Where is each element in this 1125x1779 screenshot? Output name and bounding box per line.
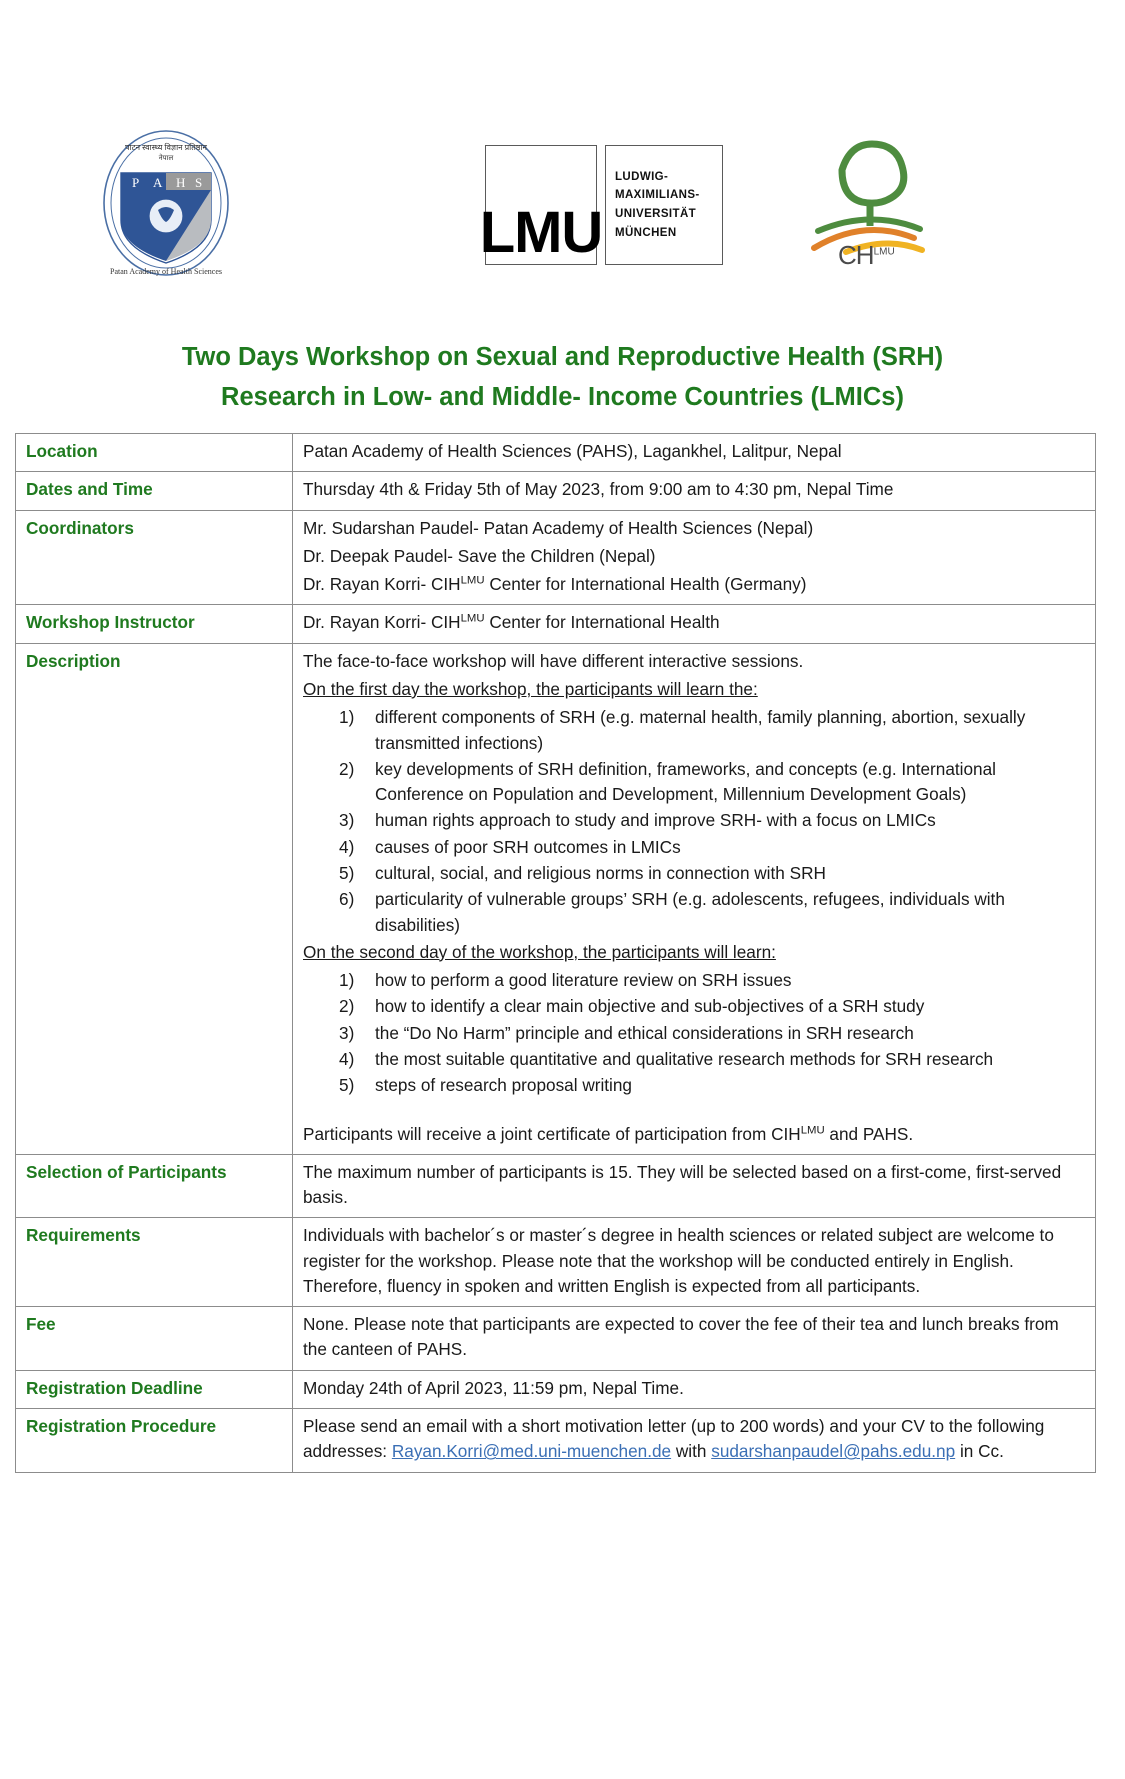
table-row-procedure bbox=[16, 1409, 1096, 1473]
procedure-post: in Cc. bbox=[955, 1441, 1004, 1462]
label-fee: Fee bbox=[16, 1307, 293, 1371]
lmu-mark-box bbox=[479, 145, 603, 265]
table-row-instructor bbox=[16, 605, 1096, 643]
value-selection: The maximum number of participants is 15. They will be selected based on a first-come, first-served basis. bbox=[293, 1154, 1096, 1218]
document-page bbox=[0, 120, 1125, 1779]
svg-text:A: A bbox=[153, 175, 164, 190]
coordinator-3-pre: Dr. Rayan Korri- CIH bbox=[303, 574, 461, 595]
day2-list bbox=[303, 968, 1087, 1098]
coordinator-2-text: Dr. Deepak Paudel- Save the Children (Nepal) bbox=[303, 545, 656, 566]
lmu-line-3: UNIVERSITÄT bbox=[615, 208, 697, 220]
value-deadline: Monday 24th of April 2023, 11:59 pm, Nepal Time. bbox=[293, 1370, 1096, 1408]
label-requirements: Requirements bbox=[16, 1218, 293, 1307]
page-title bbox=[40, 338, 1085, 417]
label-procedure: Registration Procedure bbox=[16, 1409, 293, 1473]
label-selection: Selection of Participants bbox=[16, 1154, 293, 1218]
instructor-pre: Dr. Rayan Korri- CIH bbox=[303, 612, 461, 633]
lmu-line-1: LUDWIG- bbox=[615, 170, 669, 183]
lmu-line-4: MÜNCHEN bbox=[615, 226, 677, 239]
lmu-mark: LMU bbox=[479, 199, 603, 265]
logo-band bbox=[0, 120, 1125, 320]
table-row-deadline bbox=[16, 1370, 1096, 1408]
svg-text:H: H bbox=[176, 175, 187, 190]
day1-item: key developments of SRH definition, frameworks, and concepts (e.g. International Conference on Population and Development, Millennium Development Goals) bbox=[375, 758, 996, 805]
description-intro: The face-to-face workshop will have different interactive sessions. bbox=[303, 650, 804, 671]
label-coordinators: Coordinators bbox=[16, 510, 293, 605]
svg-text:नेपाल: नेपाल bbox=[158, 154, 174, 162]
table-row-fee bbox=[16, 1307, 1096, 1371]
cih-superscript: LMU bbox=[873, 246, 895, 258]
label-description: Description bbox=[16, 643, 293, 1154]
lmu-line-2: MAXIMILIANS- bbox=[615, 189, 700, 202]
svg-text:पाटन स्वास्थ्य विज्ञान प्रतिष्: पाटन स्वास्थ्य विज्ञान प्रतिष्ठान bbox=[125, 143, 207, 152]
table-row-location bbox=[16, 434, 1096, 472]
day2-item: the most suitable quantitative and qualitative research methods for SRH research bbox=[375, 1048, 994, 1069]
label-location: Location bbox=[16, 434, 293, 472]
svg-text:S: S bbox=[195, 175, 204, 190]
label-deadline: Registration Deadline bbox=[16, 1370, 293, 1408]
email-link-sudarshan[interactable]: sudarshanpaudel@pahs.edu.np bbox=[711, 1441, 956, 1462]
table-row-description bbox=[16, 643, 1096, 1154]
value-dates: Thursday 4th & Friday 5th of May 2023, from 9:00 am to 4:30 pm, Nepal Time bbox=[293, 472, 1096, 510]
procedure-pre: Please send an email with a short motivation letter (up to 200 words) and your CV to the following addresses: bbox=[303, 1416, 1045, 1462]
instructor-sup: LMU bbox=[460, 612, 485, 625]
day2-item: how to identify a clear main objective and sub-objectives of a SRH study bbox=[375, 996, 925, 1017]
workshop-info-table bbox=[15, 433, 1096, 1473]
procedure-mid: with bbox=[671, 1441, 712, 1462]
table-row-requirements bbox=[16, 1218, 1096, 1307]
value-procedure bbox=[293, 1409, 1096, 1473]
email-link-rayan[interactable]: Rayan.Korri@med.uni-muenchen.de bbox=[391, 1441, 672, 1462]
coordinator-1-text: Mr. Sudarshan Paudel- Patan Academy of Health Sciences (Nepal) bbox=[303, 517, 814, 538]
spacer bbox=[303, 1101, 1087, 1122]
title-line-2: Research in Low- and Middle- Income Countries (LMICs) bbox=[221, 382, 904, 411]
svg-text:Patan Academy of Health Scienc: Patan Academy of Health Sciences bbox=[110, 267, 222, 276]
certificate-sup: LMU bbox=[800, 1123, 825, 1136]
value-instructor bbox=[293, 605, 1096, 643]
label-instructor: Workshop Instructor bbox=[16, 605, 293, 643]
day2-item: steps of research proposal writing bbox=[375, 1075, 632, 1096]
lmu-logo bbox=[479, 145, 723, 265]
coordinator-3-post: Center for International Health (Germany) bbox=[484, 574, 807, 595]
coordinator-1 bbox=[303, 516, 1087, 541]
value-description bbox=[293, 643, 1096, 1154]
coordinator-2 bbox=[303, 544, 1087, 569]
cih-wordmark bbox=[838, 240, 895, 271]
value-fee: None. Please note that participants are expected to cover the fee of their tea and lunch breaks from the canteen of PAHS. bbox=[293, 1307, 1096, 1371]
day2-item: the “Do No Harm” principle and ethical considerations in SRH research bbox=[375, 1022, 914, 1043]
table-row-coordinators bbox=[16, 510, 1096, 605]
day1-heading: On the first day the workshop, the participants will learn the: bbox=[303, 679, 758, 699]
value-requirements: Individuals with bachelor´s or master´s degree in health sciences or related subject are welcome to register for the workshop. Please note that the workshop will be conducted entirely in English. Therefore, fluency in spoken and written English is expected from all participants. bbox=[293, 1218, 1096, 1307]
day1-item: different components of SRH (e.g. maternal health, family planning, abortion, sexually transmitted infections) bbox=[375, 707, 1026, 753]
day1-item: cultural, social, and religious norms in connection with SRH bbox=[375, 862, 826, 883]
title-line-1: Two Days Workshop on Sexual and Reproductive Health (SRH) bbox=[181, 343, 944, 371]
coordinator-3 bbox=[303, 572, 1087, 597]
certificate-post: and PAHS. bbox=[824, 1123, 914, 1144]
lmu-textbox bbox=[605, 145, 723, 265]
day1-item: causes of poor SRH outcomes in LMICs bbox=[375, 836, 681, 857]
table-row-selection bbox=[16, 1154, 1096, 1218]
day1-item: human rights approach to study and improve SRH- with a focus on LMICs bbox=[375, 810, 936, 831]
table-row-dates bbox=[16, 472, 1096, 510]
value-coordinators bbox=[293, 510, 1096, 605]
label-dates: Dates and Time bbox=[16, 472, 293, 510]
certificate-pre: Participants will receive a joint certificate of participation from CIH bbox=[303, 1123, 801, 1144]
day1-item: particularity of vulnerable groups’ SRH (e.g. adolescents, refugees, individuals with disabilities) bbox=[375, 889, 1005, 935]
pahs-logo bbox=[96, 128, 236, 278]
coordinator-3-sup: LMU bbox=[460, 574, 485, 587]
day1-list bbox=[303, 705, 1087, 938]
day2-item: how to perform a good literature review on SRH issues bbox=[375, 970, 792, 991]
value-location: Patan Academy of Health Sciences (PAHS), Lagankhel, Lalitpur, Nepal bbox=[293, 434, 1096, 472]
cih-letters: CH bbox=[838, 240, 874, 270]
instructor-post: Center for International Health bbox=[484, 612, 720, 633]
certificate-note bbox=[303, 1122, 1087, 1147]
day2-heading: On the second day of the workshop, the participants will learn: bbox=[303, 941, 776, 962]
svg-text:P: P bbox=[132, 175, 141, 190]
